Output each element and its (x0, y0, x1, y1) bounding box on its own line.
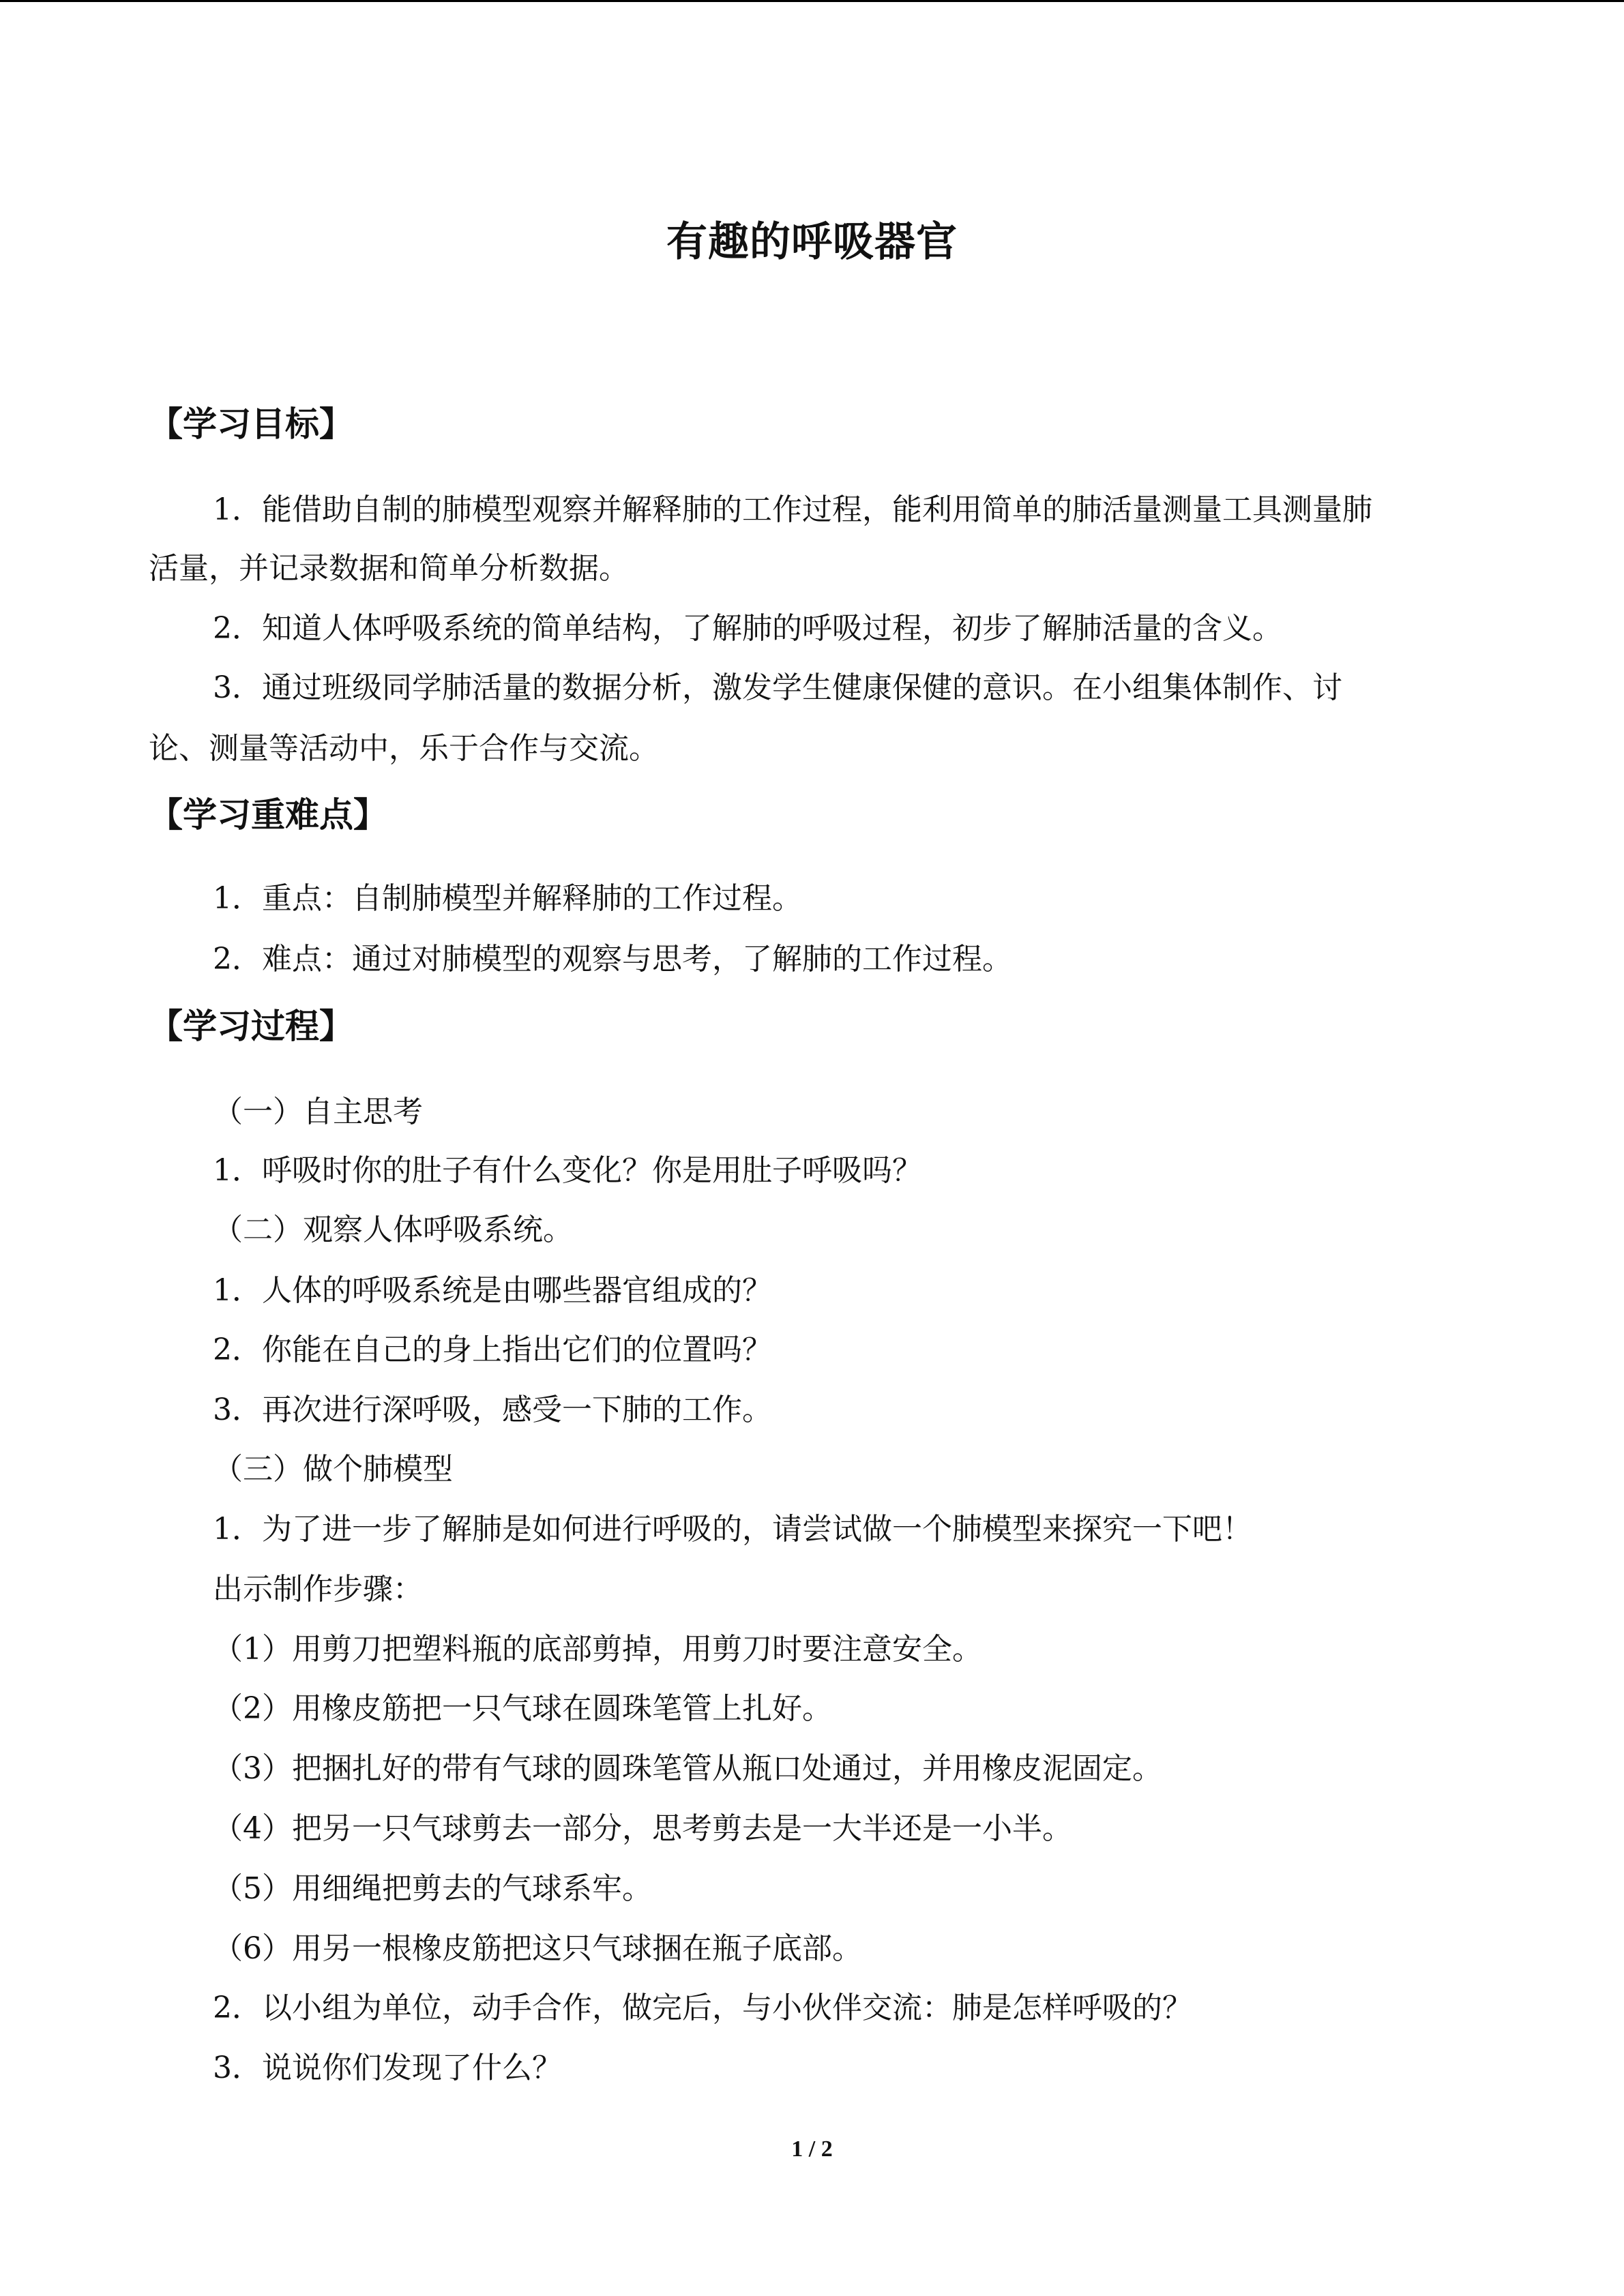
process-line-6: 3．再次进行深呼吸，感受一下肺的工作。 (213, 1392, 772, 1427)
process-line-12: （3）把捆扎好的带有气球的圆珠笔管从瓶口处通过，并用橡皮泥固定。 (213, 1751, 1162, 1786)
process-line-10: （1）用剪刀把塑料瓶的底部剪掉，用剪刀时要注意安全。 (213, 1632, 982, 1667)
page-number: 1 / 2 (791, 2136, 833, 2162)
process-line-11: （2）用橡皮筋把一只气球在圆珠笔管上扎好。 (213, 1691, 832, 1726)
process-line-5: 2．你能在自己的身上指出它们的位置吗？ (213, 1332, 772, 1367)
process-line-1: （一）自主思考 (213, 1094, 423, 1129)
document-title: 有趣的呼吸器官 (666, 218, 958, 266)
process-line-8: 1．为了进一步了解肺是如何进行呼吸的，请尝试做一个肺模型来探究一下吧！ (213, 1512, 1252, 1547)
objective-line-3: 2．知道人体呼吸系统的简单结构，了解肺的呼吸过程，初步了解肺活量的含义。 (213, 611, 1282, 646)
process-line-17: 3．说说你们发现了什么？ (213, 2051, 562, 2085)
section-heading-process: 【学习过程】 (149, 1007, 353, 1046)
process-line-15: （6）用另一根橡皮筋把这只气球捆在瓶子底部。 (213, 1931, 862, 1966)
process-line-13: （4）把另一只气球剪去一部分，思考剪去是一大半还是一小半。 (213, 1811, 1072, 1846)
process-line-2: 1．呼吸时你的肚子有什么变化？你是用肚子呼吸吗？ (213, 1153, 922, 1188)
section-heading-objectives: 【学习目标】 (149, 404, 353, 444)
process-line-7: （三）做个肺模型 (213, 1452, 453, 1487)
process-line-3: （二）观察人体呼吸系统。 (213, 1212, 573, 1247)
process-line-4: 1．人体的呼吸系统是由哪些器官组成的？ (213, 1273, 772, 1308)
keypoint-line-2: 2．难点：通过对肺模型的观察与思考，了解肺的工作过程。 (213, 942, 1012, 976)
objective-line-4: 3．通过班级同学肺活量的数据分析，激发学生健康保健的意识。在小组集体制作、讨 (213, 670, 1342, 705)
process-line-9: 出示制作步骤： (213, 1572, 423, 1607)
process-line-16: 2．以小组为单位，动手合作，做完后，与小伙伴交流：肺是怎样呼吸的？ (213, 1991, 1192, 2025)
process-line-14: （5）用细绳把剪去的气球系牢。 (213, 1871, 652, 1906)
objective-line-1: 1．能借助自制的肺模型观察并解释肺的工作过程，能利用简单的肺活量测量工具测量肺 (213, 492, 1372, 527)
section-heading-keypoints: 【学习重难点】 (149, 795, 387, 835)
keypoint-line-1: 1．重点：自制肺模型并解释肺的工作过程。 (213, 881, 802, 916)
objective-line-5: 论、测量等活动中，乐于合作与交流。 (149, 731, 659, 766)
objective-line-2: 活量，并记录数据和简单分析数据。 (149, 551, 629, 586)
